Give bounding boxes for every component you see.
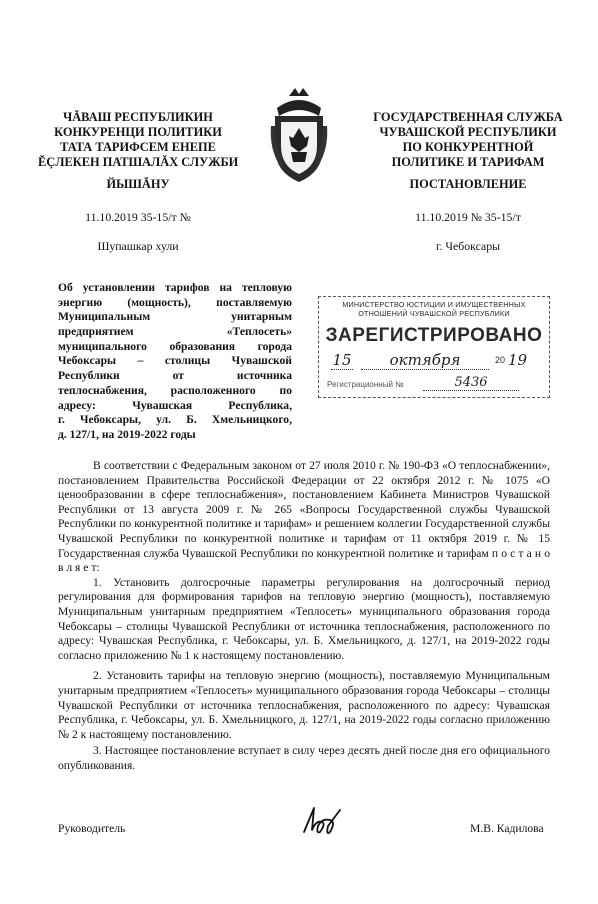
signature-position: Руководитель xyxy=(58,822,126,835)
title-line: адресу: Чувашская Республика, xyxy=(58,398,292,412)
header-right-doc-type: ПОСТАНОВЛЕНИЕ xyxy=(409,177,527,191)
header-right-date-number: 11.10.2019 № 35-15/т xyxy=(415,210,521,224)
header-left-city: Шупашкар хули xyxy=(97,239,179,253)
header-right-line: ГОСУДАРСТВЕННАЯ СЛУЖБА xyxy=(373,110,563,124)
title-line: муниципального образования города xyxy=(58,339,292,353)
body-paragraph: 3. Настоящее постановление вступает в силу через десять дней после дня его официального опубликования. xyxy=(58,744,550,772)
header-right-city: г. Чебоксары xyxy=(435,239,501,253)
title-line: предприятием «Теплосеть» xyxy=(58,325,292,339)
stamp-day: 15 xyxy=(332,351,352,369)
title-line: Об установлении тарифов на тепловую xyxy=(58,281,292,294)
header-left-line: ЧĂВАШ РЕСПУБЛИКИН xyxy=(63,110,213,124)
stamp-reg-number: 5436 xyxy=(423,375,519,391)
header-left-date-number: 11.10.2019 35-15/т № xyxy=(85,210,191,224)
title-line: энергию (мощность), поставляемую xyxy=(58,295,292,309)
header-left-line: ТАТА ТАРИФСЕМ ЕНЕПЕ xyxy=(60,140,216,154)
stamp-ministry-line: МИНИСТЕРСТВО ЮСТИЦИИ И ИМУЩЕСТВЕННЫХ xyxy=(342,300,526,309)
stamp-reg-line xyxy=(327,377,543,393)
title-line: Муниципальным унитарным xyxy=(58,310,292,324)
header-right-org xyxy=(368,110,568,170)
header-right-line: ПО КОНКУРЕНТНОЙ xyxy=(402,140,534,154)
registration-stamp xyxy=(318,296,550,398)
handwritten-signature-icon xyxy=(300,802,346,838)
title-line: теплоснабжения, расположенного по xyxy=(58,383,292,397)
chuvash-emblem-icon xyxy=(269,86,329,190)
header-right-line: ПОЛИТИКЕ И ТАРИФАМ xyxy=(391,155,545,169)
body-paragraph: 1. Установить долгосрочные параметры регулирования на долгосрочный период регулирования для формирования тарифов на тепловую энергию (мощность), поставляемую Муниципальным унитарным предприятием «Теплосеть» муниципального образования города Чебоксары – столицы Чувашской Республики от источника теплоснабжения, расположенного по адресу: Чувашская Республика, г. Чебоксары, ул. Б. Хмельницкого, д. 127/1, на 2019-2022 годы согласно приложению № 1 к настоящему постановлению. xyxy=(58,575,550,662)
header-left-doc-type: ЙЫШĂНУ xyxy=(106,177,170,191)
title-line: Республики от источника xyxy=(58,369,292,383)
body-paragraph: В соответствии с Федеральным законом от 27 июля 2010 г. № 190-ФЗ «О теплоснабжении», постановлением Правительства Российской Федерации от 22 октября 2012 г. № 1075 «О ценообразовании в сфере теплоснабжения», постановлением Кабинета Министров Чувашской Республики от 13 августа 2009 г. № 265 «Вопросы Государственной службы Чувашской Республики по конкурентной политике и тарифам» и решением коллегии Государственной службы Чувашской Республики по конкурентной политике и тарифам от 11 октября 2019 г. № 15 Государственная служба Чувашской Республики по конкурентной политике и тарифам п о с т а н о в л я е т: xyxy=(58,459,550,575)
stamp-registered: ЗАРЕГИСТРИРОВАНО xyxy=(325,325,543,346)
stamp-reg-label: Регистрационный № xyxy=(327,380,404,389)
signature-name: М.В. Кадилова xyxy=(470,822,544,835)
document-title xyxy=(58,281,292,443)
stamp-ministry-line: ОТНОШЕНИЙ ЧУВАШСКОЙ РЕСПУБЛИКИ xyxy=(358,309,510,318)
title-line: д. 127/1, на 2019-2022 годы xyxy=(58,427,196,441)
title-line: Чебоксары – столицы Чувашской xyxy=(58,354,292,368)
stamp-year-prefix: 20 xyxy=(495,355,506,365)
header-right-line: ЧУВАШСКОЙ РЕСПУБЛИКИ xyxy=(379,125,557,139)
document-body xyxy=(58,459,550,773)
header-left-line: ĔÇЛЕКЕН ПАТШАЛĂХ СЛУЖБИ xyxy=(38,155,239,169)
stamp-date-line xyxy=(331,351,543,373)
header-left-org xyxy=(38,110,238,170)
stamp-month: октября xyxy=(361,351,489,370)
stamp-year-suffix: 19 xyxy=(508,351,528,369)
body-paragraph: 2. Установить тарифы на тепловую энергию (мощность), поставляемую Муниципальным унитарным предприятием «Теплосеть» муниципального образования города Чебоксары – столицы Чувашской Республики от источника теплоснабжения, расположенного по адресу: Чувашская Республика, г. Чебоксары, ул. Б. Хмельницкого, д. 127/1, на 2019-2022 годы согласно приложению № 2 к настоящему постановлению. xyxy=(58,669,550,741)
header-left-line: КОНКУРЕНЦИ ПОЛИТИКИ xyxy=(54,125,222,139)
title-line: г. Чебоксары, ул. Б. Хмельницкого, xyxy=(58,413,292,427)
